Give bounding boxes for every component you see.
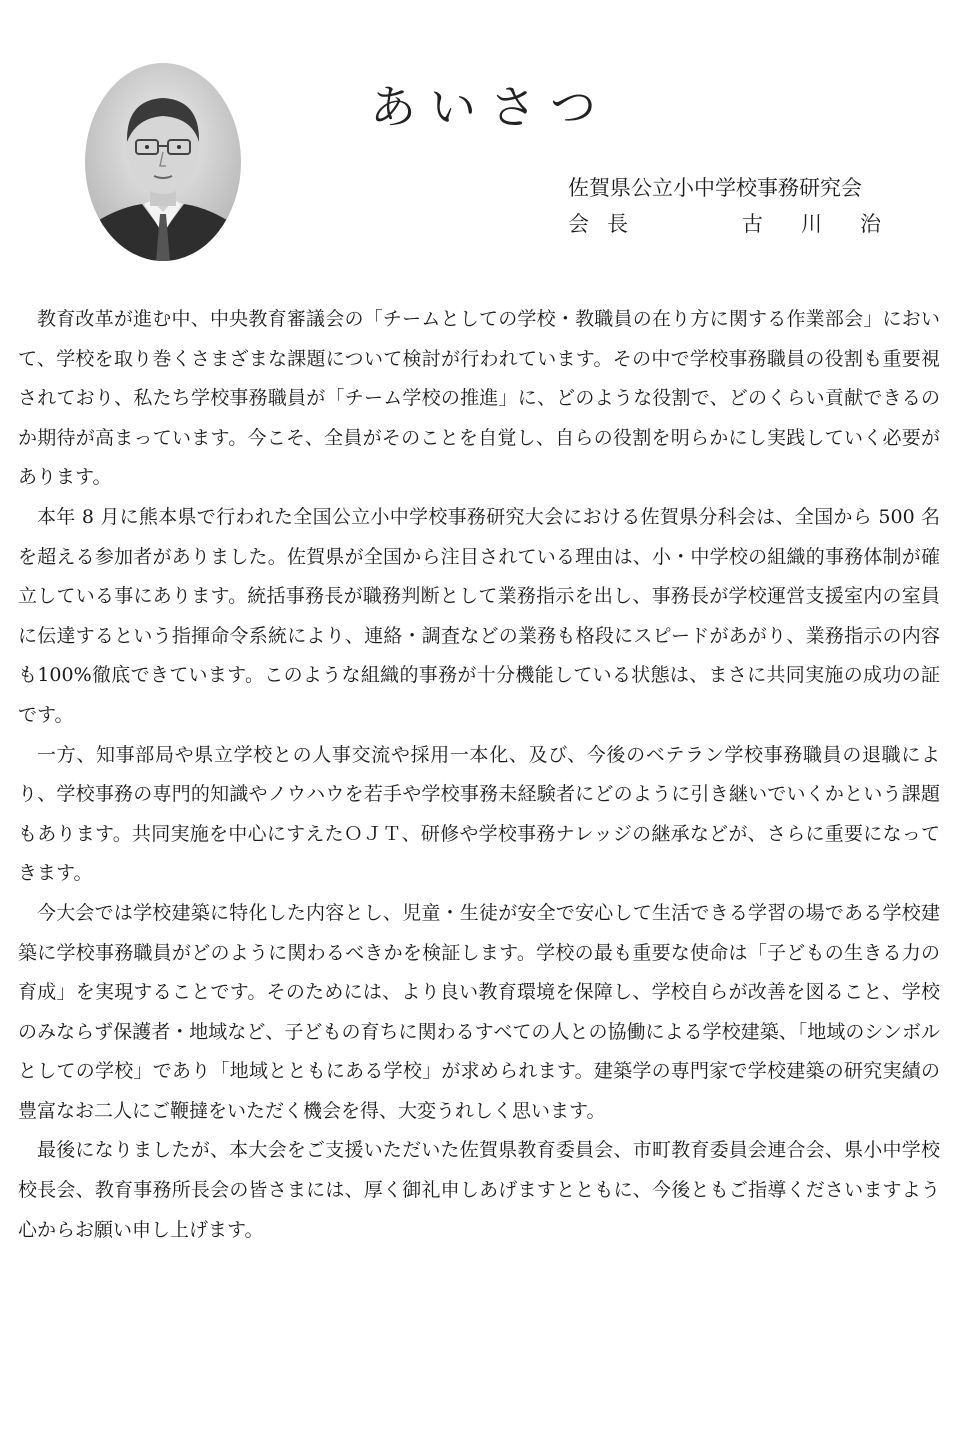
paragraph-5: 最後になりましたが、本大会をご支援いただいた佐賀県教育委員会、市町教育委員会連合会、県小中学校校長会、教育事務所長会の皆さまには、厚く御礼申しあげますとともに、今後ともご指導くださいますよう心からお願い申し上げます。: [18, 1139, 940, 1241]
greeting-body: [18, 300, 940, 1250]
author-name: 古川治: [742, 212, 919, 236]
paragraph-3: 一方、知事部局や県立学校との人事交流や採用一本化、及び、今後のベテラン学校事務職員の退職により、学校事務の専門的知識やノウハウを若手や学校事務未経験者にどのように引き継いでいくかという課題もあります。共同実施を中心にすえたＯＪＴ、研修や学校事務ナレッジの継承などが、さらに重要になってきます。: [18, 743, 940, 885]
author-block: [568, 170, 928, 242]
author-role-line: [568, 206, 928, 242]
paragraph-1: 教育改革が進む中、中央教育審議会の「チームとしての学校・教職員の在り方に関する作業部会」において、学校を取り巻くさまざまな課題について検討が行われています。その中で学校事務職員の役割も重要視されており、私たち学校事務職員が「チーム学校の推進」に、どのような役割で、どのくらい貢献できるのか期待が高まっています。今こそ、全員がそのことを自覚し、自らの役割を明らかにし実践していく必要があります。: [18, 308, 940, 489]
author-role: 会長: [568, 212, 646, 236]
page-title: あいさつ: [370, 80, 610, 134]
portrait-photo: [84, 62, 242, 262]
paragraph-2: 本年 8 月に熊本県で行われた全国公立小中学校事務研究大会における佐賀県分科会は、全国から 500 名を超える参加者がありました。佐賀県が全国から注目されている理由は、小・中学校の組織的事務体制が確立している事にあります。統括事務長が職務判断として業務指示を出し、事務長が学校運営支援室内の室員に伝達するという指揮命令系統により、連絡・調査などの業務も格段にスピードがあがり、業務指示の内容も100%徹底できています。このような組織的事務が十分機能している状態は、まさに共同実施の成功の証です。: [18, 505, 940, 726]
paragraph-4: 今大会では学校建築に特化した内容とし、児童・生徒が安全で安心して生活できる学習の場である学校建築に学校事務職員がどのように関わるべきかを検証します。学校の最も重要な使命は「子どもの生きる力の育成」を実現することです。そのためには、より良い教育環境を保障し、学校自らが改善を図ること、学校のみならず保護者・地域など、子どもの育ちに関わるすべての人との協働による学校建築、「地域のシンボルとしての学校」であり「地域とともにある学校」が求められます。建築学の専門家で学校建築の研究実績の豊富なお二人にご鞭撻をいただく機会を得、大変うれしく思います。: [18, 901, 940, 1122]
author-organization: 佐賀県公立小中学校事務研究会: [568, 176, 862, 200]
